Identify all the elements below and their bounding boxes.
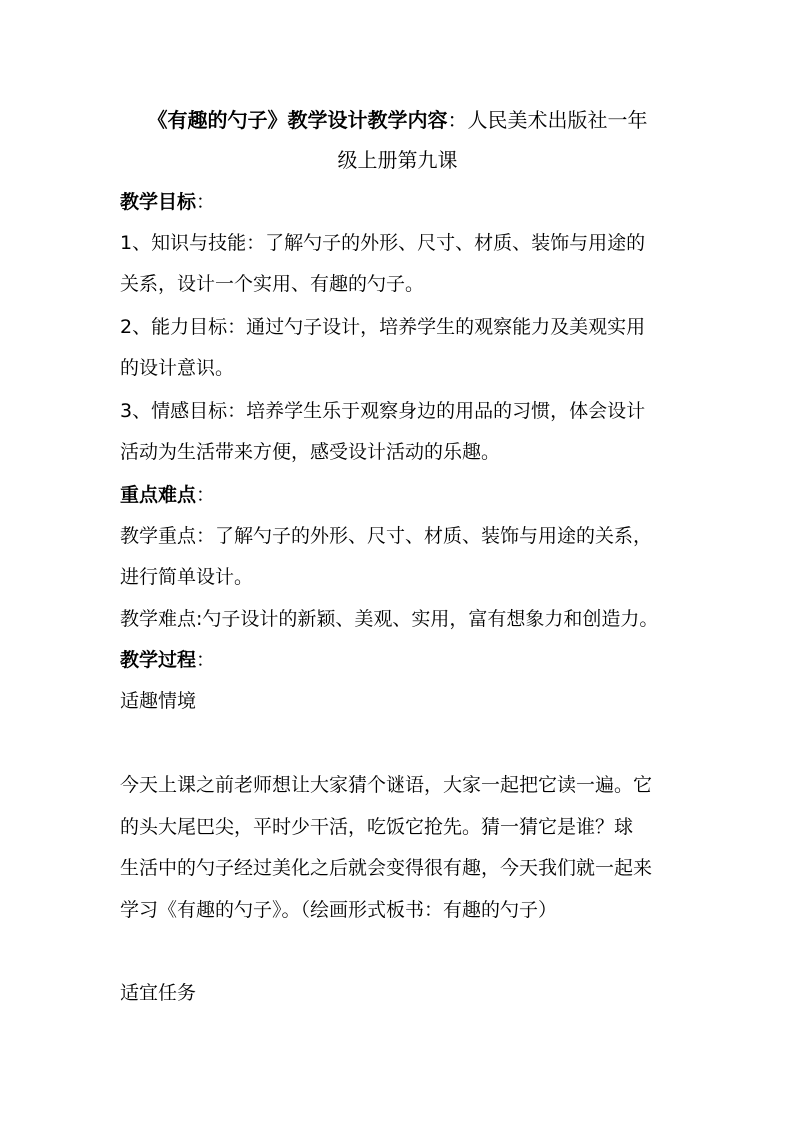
objective-2-line-2: 的设计意识。 — [120, 357, 235, 379]
paragraph-line-1: 今天上课之前老师想让大家猜个谜语，大家一起把它读一遍。它 — [120, 774, 653, 796]
objective-1-line-2: 关系，设计一个实用、有趣的勺子。 — [120, 273, 425, 295]
keypoints-heading — [120, 481, 695, 509]
objectives-heading-colon: ： — [196, 191, 216, 213]
difficulty-line: 教学难点:勺子设计的新颖、美观、实用，富有想象力和创造力。 — [120, 608, 659, 630]
objective-3-line-2: 活动为生活带来方便，感受设计活动的乐趣。 — [120, 441, 501, 463]
paragraph-line-4: 学习《有趣的勺子》。（绘画形式板书：有趣的勺子） — [120, 899, 558, 921]
paragraph-line-2: 的头大尾巴尖，平时少干活，吃饭它抢先。猜一猜它是谁？球 — [120, 816, 634, 838]
section-2-title: 适宜任务 — [120, 982, 197, 1004]
process-heading-colon: ： — [196, 649, 216, 671]
objective-2-line-1: 2、能力目标：通过勺子设计，培养学生的观察能力及美观实用 — [120, 316, 646, 338]
objective-3-line-1: 3、情感目标：培养学生乐于观察身边的用品的习惯，体会设计 — [120, 400, 646, 422]
objectives-heading — [120, 188, 695, 216]
section-1-title: 适趣情境 — [120, 690, 197, 712]
process-heading — [120, 646, 695, 674]
focus-line-1: 教学重点：了解勺子的外形、尺寸、材质、装饰与用途的关系， — [120, 525, 653, 547]
title-rest: ：人民美术出版社一年 — [447, 108, 648, 132]
title-line-1 — [110, 106, 685, 134]
title-line-2: 级上册第九课 — [337, 148, 458, 172]
keypoints-heading-text: 重点难点 — [120, 484, 197, 506]
objectives-heading-text: 教学目标 — [120, 191, 197, 213]
keypoints-heading-colon: ： — [196, 484, 216, 506]
objective-1-line-1: 1、知识与技能：了解勺子的外形、尺寸、材质、装饰与用途的 — [120, 232, 646, 254]
focus-line-2: 进行简单设计。 — [120, 566, 254, 588]
title-bold: 《有趣的勺子》教学设计教学内容 — [147, 108, 448, 132]
paragraph-line-3: 生活中的勺子经过美化之后就会变得很有趣，今天我们就一起来 — [120, 857, 653, 879]
process-heading-text: 教学过程 — [120, 649, 197, 671]
